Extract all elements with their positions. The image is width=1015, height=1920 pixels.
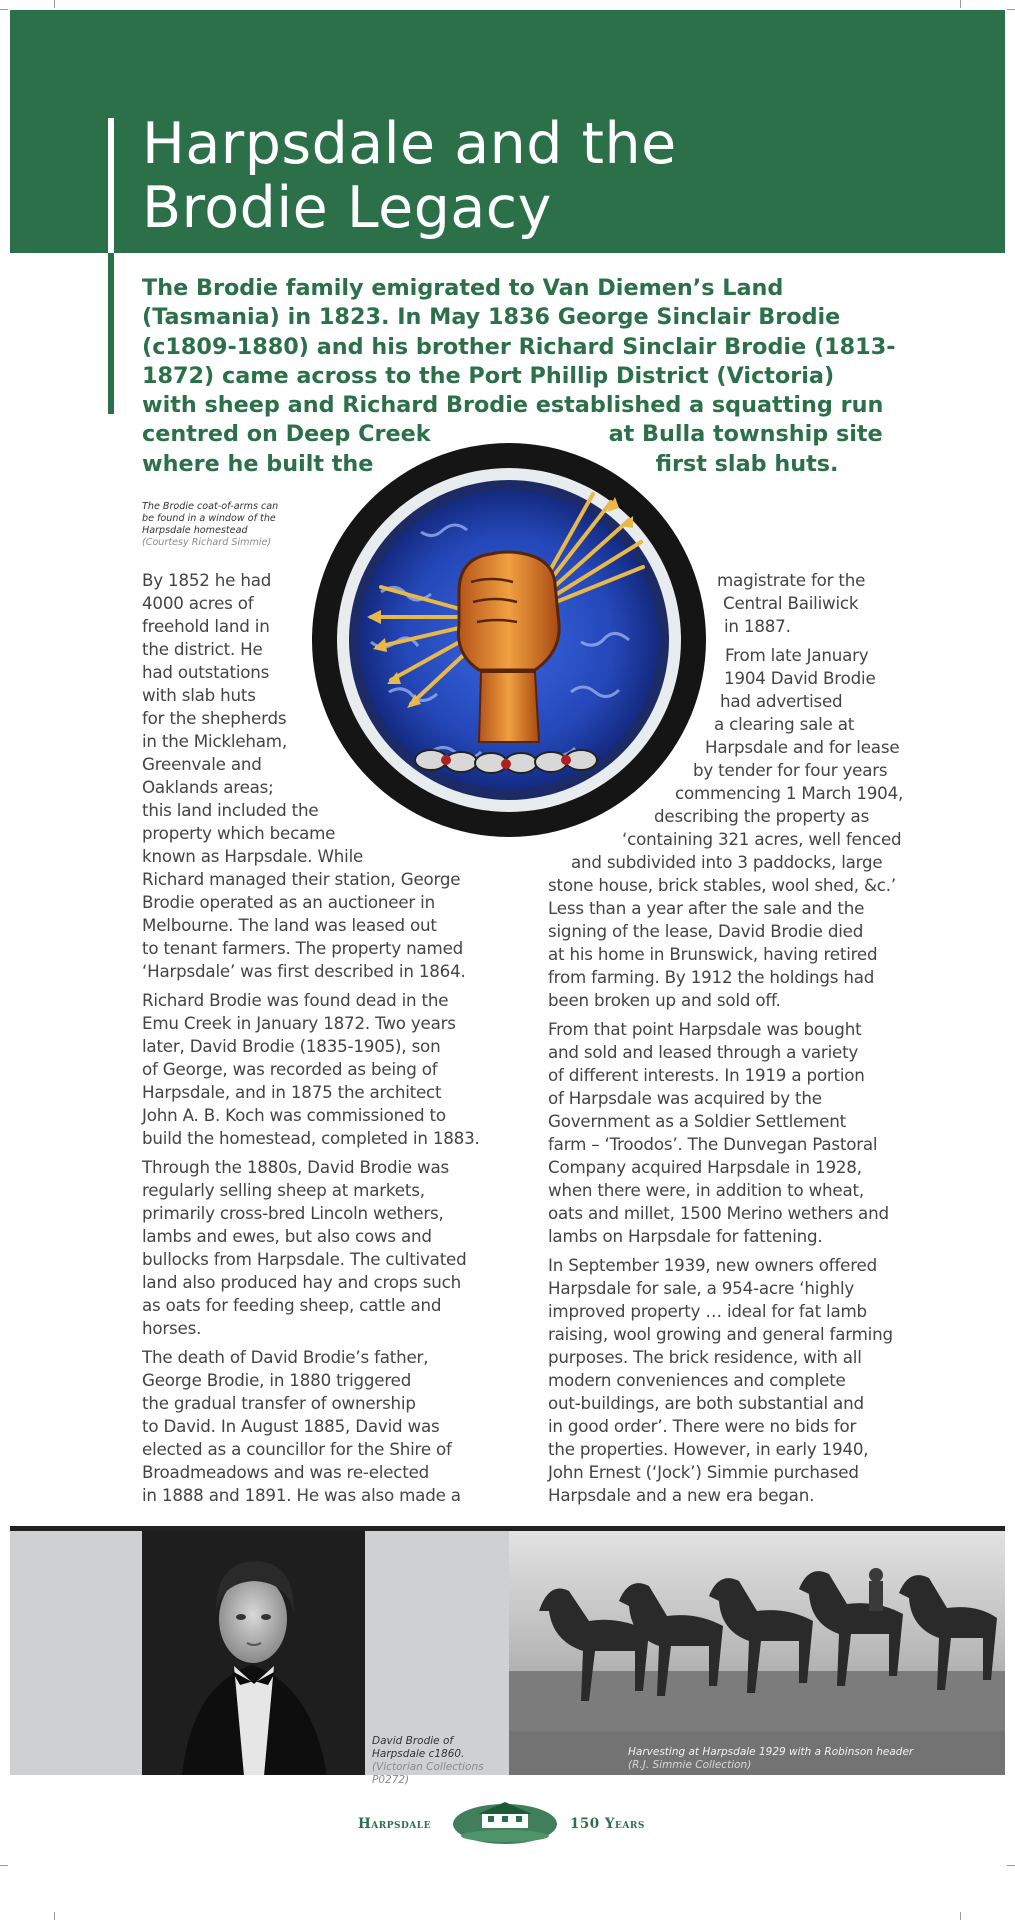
text-line: Broadmeadows and was re-elected (142, 1462, 430, 1482)
caption-credit: (R.J. Simmie Collection) (628, 1759, 752, 1771)
text-line: the gradual transfer of ownership (142, 1393, 416, 1413)
text-line: this land included the (142, 800, 319, 820)
caption-credit: (Victorian Collections P0272) (372, 1761, 484, 1786)
horses-caption (628, 1746, 998, 1772)
text-line: horses. (142, 1318, 202, 1338)
intro-line: 1872) came across to the Port Phillip District (Victoria) (142, 362, 835, 389)
text-line: Central Bailiwick (723, 593, 859, 613)
text-line: later, David Brodie (1835-1905), son (142, 1036, 441, 1056)
intro-fragment: first slab huts. (655, 450, 839, 477)
text-line: build the homestead, completed in 1883. (142, 1128, 480, 1148)
text-line: when there were, in addition to wheat, (548, 1180, 864, 1200)
intro-line: with sheep and Richard Brodie established a squatting run (142, 392, 884, 419)
text-line: to tenant farmers. The property named (142, 938, 464, 958)
caption-line: Harvesting at Harpsdale 1929 with a Robinson header (628, 1746, 914, 1758)
harvesting-horses-photo (509, 1531, 1005, 1775)
crop-mark (54, 0, 55, 8)
text-line: lambs and ewes, but also cows and (142, 1226, 432, 1246)
text-line: Less than a year after the sale and the (548, 898, 865, 918)
caption-line: David Brodie of (372, 1735, 454, 1747)
logo-text-left: Harpsdale (358, 1816, 431, 1832)
caption-line: Harpsdale c1860. (372, 1748, 465, 1760)
page-title (142, 112, 902, 240)
text-line: Melbourne. The land was leased out (142, 915, 437, 935)
text-line: in the Mickleham, (142, 731, 287, 751)
left-column (142, 569, 522, 1513)
text-line: Harpsdale for sale, a 954-acre ‘highly (548, 1278, 855, 1298)
text-line: stone house, brick stables, wool shed, &c.’ (548, 875, 896, 895)
left-paragraph-4 (142, 1346, 522, 1507)
text-line: from farming. By 1912 the holdings had (548, 967, 875, 987)
crop-mark (0, 9, 8, 10)
intro-fragment: centred on Deep Creek (142, 421, 431, 448)
text-line: been broken up and sold off. (548, 990, 781, 1010)
text-line: property which became (142, 823, 336, 843)
text-line: to David. In August 1885, David was (142, 1416, 440, 1436)
text-line: the properties. However, in early 1940, (548, 1439, 869, 1459)
text-line: in 1887. (724, 616, 791, 636)
harpsdale-homestead-logo-icon (452, 1794, 558, 1846)
text-line: regularly selling sheep at markets, (142, 1180, 425, 1200)
right-column-wrap (548, 569, 928, 1513)
caption-line: be found in a window of the (142, 513, 276, 524)
text-line: magistrate for the (717, 570, 866, 590)
right-paragraph-3 (548, 1018, 928, 1248)
intro-line: The Brodie family emigrated to Van Diemen’s Land (142, 275, 784, 301)
crop-mark (960, 1912, 961, 1920)
crop-mark (54, 1912, 55, 1920)
text-line: farm – ‘Troodos’. The Dunvegan Pastoral (548, 1134, 878, 1154)
text-line: In September 1939, new owners offered (548, 1255, 877, 1275)
portrait-caption (372, 1735, 502, 1787)
text-line: commencing 1 March 1904, (675, 783, 904, 803)
logo-text-right: 150 Years (570, 1816, 645, 1832)
crop-mark (960, 0, 961, 8)
text-line: describing the property as (654, 806, 870, 826)
right-paragraph-1 (548, 569, 928, 638)
text-line: had advertised (720, 691, 843, 711)
text-line: in 1888 and 1891. He was also made a (142, 1485, 461, 1505)
intro-fragment: at Bulla township site (608, 421, 883, 448)
text-line: Harpsdale and a new era began. (548, 1485, 815, 1505)
text-line: bullocks from Harpsdale. The cultivated (142, 1249, 467, 1269)
text-line: the district. He (142, 639, 263, 659)
text-line: freehold land in (142, 616, 270, 636)
text-line: elected as a councillor for the Shire of (142, 1439, 452, 1459)
right-paragraph-2 (548, 644, 928, 1012)
text-line: Richard Brodie was found dead in the (142, 990, 449, 1010)
text-line: by tender for four years (693, 760, 888, 780)
caption-line: Harpsdale homestead (142, 525, 248, 536)
caption-line: The Brodie coat-of-arms can (142, 501, 279, 512)
text-line: of Harpsdale was acquired by the (548, 1088, 822, 1108)
text-line: known as Harpsdale. While (142, 846, 364, 866)
accent-bar-highlight (108, 118, 114, 253)
crop-mark (1007, 9, 1015, 10)
left-paragraph-3 (142, 1156, 522, 1340)
text-line: for the shepherds (142, 708, 287, 728)
text-line: improved property … ideal for fat lamb (548, 1301, 867, 1321)
crest-caption (142, 501, 302, 549)
text-line: oats and millet, 1500 Merino wethers and (548, 1203, 889, 1223)
text-line: lambs on Harpsdale for fattening. (548, 1226, 823, 1246)
text-line: Through the 1880s, David Brodie was (142, 1157, 449, 1177)
text-line: of different interests. In 1919 a portion (548, 1065, 865, 1085)
text-line: 4000 acres of (142, 593, 254, 613)
text-line: at his home in Brunswick, having retired (548, 944, 878, 964)
text-line: 1904 David Brodie (724, 668, 876, 688)
text-line: primarily cross-bred Lincoln wethers, (142, 1203, 444, 1223)
text-line: as oats for feeding sheep, cattle and (142, 1295, 442, 1315)
text-line: The death of David Brodie’s father, (142, 1347, 429, 1367)
intro-line: (c1809-1880) and his brother Richard Sinclair Brodie (1813- (142, 333, 896, 360)
text-line: land also produced hay and crops such (142, 1272, 461, 1292)
caption-credit: (Courtesy Richard Simmie) (142, 537, 272, 548)
text-line: and sold and leased through a variety (548, 1042, 859, 1062)
text-line: signing of the lease, David Brodie died (548, 921, 864, 941)
text-line: Harpsdale, and in 1875 the architect (142, 1082, 442, 1102)
text-line: George Brodie, in 1880 triggered (142, 1370, 412, 1390)
left-paragraph-1 (142, 569, 522, 983)
text-line: Richard managed their station, George (142, 869, 461, 889)
text-line: Government as a Soldier Settlement (548, 1111, 846, 1131)
text-line: out-buildings, are both substantial and (548, 1393, 864, 1413)
intro-line: (Tasmania) in 1823. In May 1836 George Sinclair Brodie (142, 304, 841, 331)
crop-mark (1007, 1865, 1015, 1866)
text-line: Oaklands areas; (142, 777, 274, 797)
intro-fragment: where he built the (142, 450, 374, 477)
right-paragraph-4 (548, 1254, 928, 1507)
title-line-1: Harpsdale and the (142, 111, 677, 177)
text-line: Company acquired Harpsdale in 1928, (548, 1157, 862, 1177)
text-line: of George, was recorded as being of (142, 1059, 438, 1079)
text-line: Greenvale and (142, 754, 262, 774)
text-line: By 1852 he had (142, 570, 272, 590)
text-line: ‘containing 321 acres, well fenced (622, 829, 902, 849)
text-line: in good order’. There were no bids for (548, 1416, 857, 1436)
text-line: a clearing sale at (714, 714, 855, 734)
text-line: From that point Harpsdale was bought (548, 1019, 862, 1039)
text-line: ‘Harpsdale’ was first described in 1864. (142, 961, 466, 981)
crop-mark (0, 1865, 8, 1866)
text-line: and subdivided into 3 paddocks, large (571, 852, 883, 872)
text-line: purposes. The brick residence, with all (548, 1347, 862, 1367)
text-line: Brodie operated as an auctioneer in (142, 892, 435, 912)
text-line: Emu Creek in January 1872. Two years (142, 1013, 456, 1033)
text-line: raising, wool growing and general farming (548, 1324, 893, 1344)
text-line: Harpsdale and for lease (705, 737, 900, 757)
text-line: with slab huts (142, 685, 256, 705)
text-line: From late January (725, 645, 869, 665)
david-brodie-portrait-image (142, 1531, 365, 1775)
text-line: John A. B. Koch was commissioned to (142, 1105, 446, 1125)
text-line: modern conveniences and complete (548, 1370, 846, 1390)
text-line: John Ernest (‘Jock’) Simmie purchased (548, 1462, 859, 1482)
left-paragraph-2 (142, 989, 522, 1150)
title-line-2: Brodie Legacy (142, 175, 552, 241)
text-line: had outstations (142, 662, 270, 682)
